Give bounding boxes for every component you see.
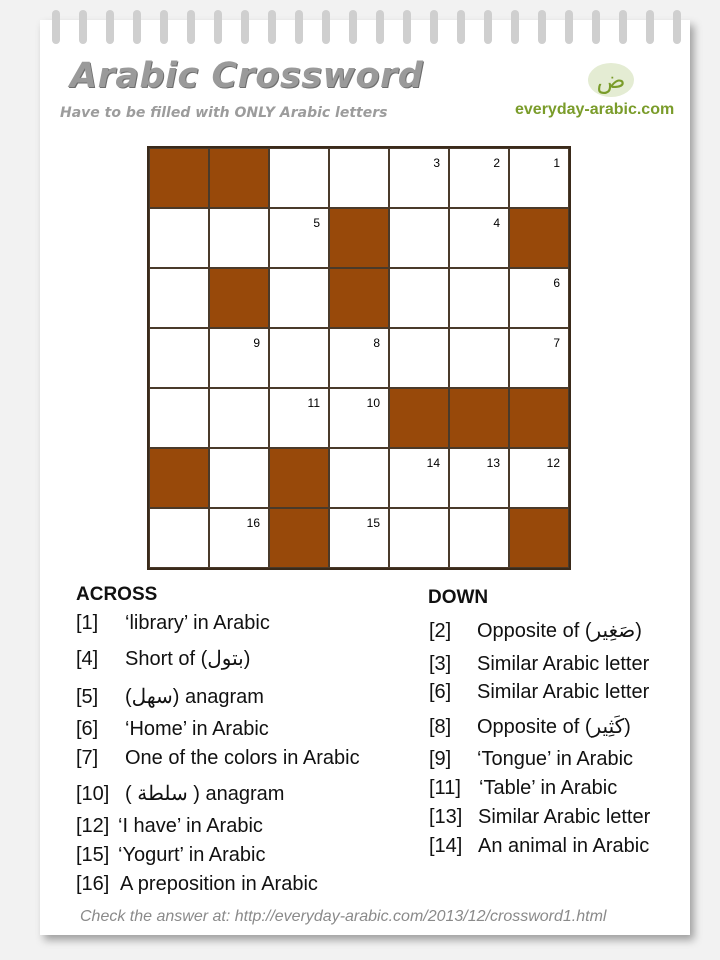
grid-block bbox=[149, 148, 209, 208]
clue-number: 11 bbox=[307, 396, 320, 410]
binding-ring bbox=[214, 10, 222, 44]
grid-block bbox=[209, 148, 269, 208]
binding-ring bbox=[592, 10, 600, 44]
grid-block bbox=[149, 448, 209, 508]
clue-number-label: [3] bbox=[429, 653, 452, 675]
logo-icon: ض bbox=[588, 63, 634, 97]
binding-ring bbox=[160, 10, 168, 44]
site-link[interactable]: everyday-arabic.com bbox=[515, 101, 675, 118]
grid-cell[interactable] bbox=[389, 508, 449, 568]
clue-text: Opposite of (صَغِير) bbox=[477, 620, 642, 642]
clue-text: ‘Table’ in Arabic bbox=[479, 777, 618, 799]
page-title: Arabic Crossword bbox=[70, 56, 424, 96]
across-clue bbox=[76, 873, 318, 896]
grid-cell[interactable] bbox=[149, 268, 209, 328]
clue-number: 9 bbox=[253, 336, 260, 350]
binding-ring bbox=[106, 10, 114, 44]
clue-text: ‘Tongue’ in Arabic bbox=[477, 748, 634, 770]
across-clue bbox=[76, 646, 250, 671]
down-heading: DOWN bbox=[428, 587, 489, 608]
clue-number: 14 bbox=[426, 456, 440, 470]
clue-number: 3 bbox=[433, 156, 440, 170]
clue-number-label: [10] bbox=[76, 783, 110, 805]
grid-cell[interactable] bbox=[209, 508, 269, 568]
down-clue bbox=[429, 681, 649, 704]
spiral-binding bbox=[40, 10, 690, 50]
across-clue bbox=[76, 815, 263, 838]
grid-block bbox=[509, 208, 569, 268]
clue-text: Opposite of (كَثِير) bbox=[477, 716, 631, 738]
page-subtitle: Have to be filled with ONLY Arabic letters bbox=[60, 105, 388, 121]
binding-ring bbox=[484, 10, 492, 44]
clue-number-label: [2] bbox=[429, 620, 452, 642]
down-clue bbox=[429, 806, 650, 829]
binding-ring bbox=[241, 10, 249, 44]
grid-block bbox=[269, 508, 329, 568]
grid-cell[interactable] bbox=[389, 208, 449, 268]
clue-number: 5 bbox=[313, 216, 320, 230]
down-clue bbox=[429, 748, 633, 771]
clue-number-label: [15] bbox=[76, 844, 110, 866]
binding-ring bbox=[376, 10, 384, 44]
binding-ring bbox=[295, 10, 303, 44]
clue-number: 2 bbox=[493, 156, 500, 170]
clue-number-label: [7] bbox=[76, 747, 99, 769]
grid-cell[interactable] bbox=[329, 328, 389, 388]
grid-cell[interactable] bbox=[389, 148, 449, 208]
clue-number-label: [6] bbox=[429, 681, 452, 703]
clue-text: (سهل) anagram bbox=[125, 686, 264, 708]
grid-cell[interactable] bbox=[389, 268, 449, 328]
grid-block bbox=[329, 208, 389, 268]
grid-cell[interactable] bbox=[449, 268, 509, 328]
clue-number-label: [5] bbox=[76, 686, 99, 708]
grid-cell[interactable] bbox=[269, 208, 329, 268]
clue-text: ‘I have’ in Arabic bbox=[118, 815, 263, 837]
clue-text: Similar Arabic letter bbox=[477, 653, 650, 675]
answer-link[interactable]: Check the answer at: http://everyday-arabic.com/2013/12/crossword1.html bbox=[80, 908, 607, 925]
down-clue bbox=[429, 714, 631, 739]
clue-number-label: [16] bbox=[76, 873, 110, 895]
grid-cell[interactable] bbox=[449, 328, 509, 388]
clue-number: 1 bbox=[553, 156, 560, 170]
down-clue bbox=[429, 777, 617, 800]
binding-ring bbox=[430, 10, 438, 44]
clue-number-label: [13] bbox=[429, 806, 463, 828]
grid-block bbox=[269, 448, 329, 508]
grid-cell[interactable] bbox=[389, 448, 449, 508]
clue-text: Similar Arabic letter bbox=[477, 681, 650, 703]
binding-ring bbox=[619, 10, 627, 44]
clue-text: ‘Home’ in Arabic bbox=[125, 718, 269, 740]
clue-number: 10 bbox=[366, 396, 380, 410]
grid-cell[interactable] bbox=[329, 448, 389, 508]
clue-number: 16 bbox=[246, 516, 260, 530]
binding-ring bbox=[538, 10, 546, 44]
clue-number-label: [12] bbox=[76, 815, 110, 837]
down-clue bbox=[429, 618, 642, 643]
grid-cell[interactable] bbox=[449, 148, 509, 208]
clue-text: A preposition in Arabic bbox=[120, 873, 318, 895]
clue-text: Short of (بتول) bbox=[125, 648, 251, 670]
grid-cell[interactable] bbox=[509, 268, 569, 328]
binding-ring bbox=[349, 10, 357, 44]
grid-cell[interactable] bbox=[149, 388, 209, 448]
grid-cell[interactable] bbox=[209, 388, 269, 448]
clue-text: ‘Yogurt’ in Arabic bbox=[118, 844, 266, 866]
grid-cell[interactable] bbox=[449, 448, 509, 508]
binding-ring bbox=[187, 10, 195, 44]
clue-text: An animal in Arabic bbox=[478, 835, 650, 857]
across-clue bbox=[76, 747, 360, 770]
clue-text: One of the colors in Arabic bbox=[125, 747, 360, 769]
clue-number-label: [8] bbox=[429, 716, 452, 738]
down-clue bbox=[429, 835, 649, 858]
clue-number-label: [9] bbox=[429, 748, 452, 770]
grid-cell[interactable] bbox=[209, 448, 269, 508]
across-clue bbox=[76, 781, 284, 806]
grid-cell[interactable] bbox=[269, 268, 329, 328]
binding-ring bbox=[322, 10, 330, 44]
grid-cell[interactable] bbox=[269, 388, 329, 448]
binding-ring bbox=[673, 10, 681, 44]
grid-cell[interactable] bbox=[149, 508, 209, 568]
grid-cell[interactable] bbox=[149, 208, 209, 268]
grid-cell[interactable] bbox=[389, 328, 449, 388]
binding-ring bbox=[403, 10, 411, 44]
grid-block bbox=[449, 388, 509, 448]
grid-block bbox=[509, 388, 569, 448]
grid-cell[interactable] bbox=[329, 148, 389, 208]
binding-ring bbox=[52, 10, 60, 44]
grid-block bbox=[389, 388, 449, 448]
clue-number: 12 bbox=[546, 456, 560, 470]
clue-number-label: [14] bbox=[429, 835, 463, 857]
binding-ring bbox=[511, 10, 519, 44]
clue-text: ‘library’ in Arabic bbox=[125, 612, 270, 634]
clue-text: ( سلطة ) anagram bbox=[125, 783, 285, 805]
grid-cell[interactable] bbox=[329, 508, 389, 568]
grid-cell[interactable] bbox=[509, 448, 569, 508]
clue-number: 7 bbox=[553, 336, 560, 350]
grid-cell[interactable] bbox=[269, 328, 329, 388]
clue-text: Similar Arabic letter bbox=[478, 806, 651, 828]
clue-number: 15 bbox=[366, 516, 380, 530]
binding-ring bbox=[133, 10, 141, 44]
binding-ring bbox=[646, 10, 654, 44]
clue-number: 4 bbox=[493, 216, 500, 230]
binding-ring bbox=[268, 10, 276, 44]
grid-cell[interactable] bbox=[449, 208, 509, 268]
crossword-grid bbox=[147, 146, 571, 570]
grid-cell[interactable] bbox=[149, 328, 209, 388]
binding-ring bbox=[565, 10, 573, 44]
across-clue bbox=[76, 612, 270, 635]
binding-ring bbox=[457, 10, 465, 44]
clue-number: 8 bbox=[373, 336, 380, 350]
clue-number-label: [4] bbox=[76, 648, 99, 670]
binding-ring bbox=[79, 10, 87, 44]
down-clue bbox=[429, 653, 649, 676]
clue-number-label: [6] bbox=[76, 718, 99, 740]
clue-number-label: [1] bbox=[76, 612, 99, 634]
clue-number: 13 bbox=[486, 456, 500, 470]
across-clue bbox=[76, 684, 264, 709]
grid-cell[interactable] bbox=[209, 208, 269, 268]
grid-cell[interactable] bbox=[209, 328, 269, 388]
grid-cell[interactable] bbox=[509, 148, 569, 208]
grid-block bbox=[509, 508, 569, 568]
clue-number: 6 bbox=[553, 276, 560, 290]
grid-cell[interactable] bbox=[269, 148, 329, 208]
grid-block bbox=[209, 268, 269, 328]
clue-number-label: [11] bbox=[429, 777, 461, 799]
grid-cell[interactable] bbox=[509, 328, 569, 388]
across-heading: ACROSS bbox=[76, 584, 158, 605]
grid-block bbox=[329, 268, 389, 328]
across-clue bbox=[76, 718, 269, 741]
grid-cell[interactable] bbox=[329, 388, 389, 448]
grid-cell[interactable] bbox=[449, 508, 509, 568]
across-clue bbox=[76, 844, 266, 867]
